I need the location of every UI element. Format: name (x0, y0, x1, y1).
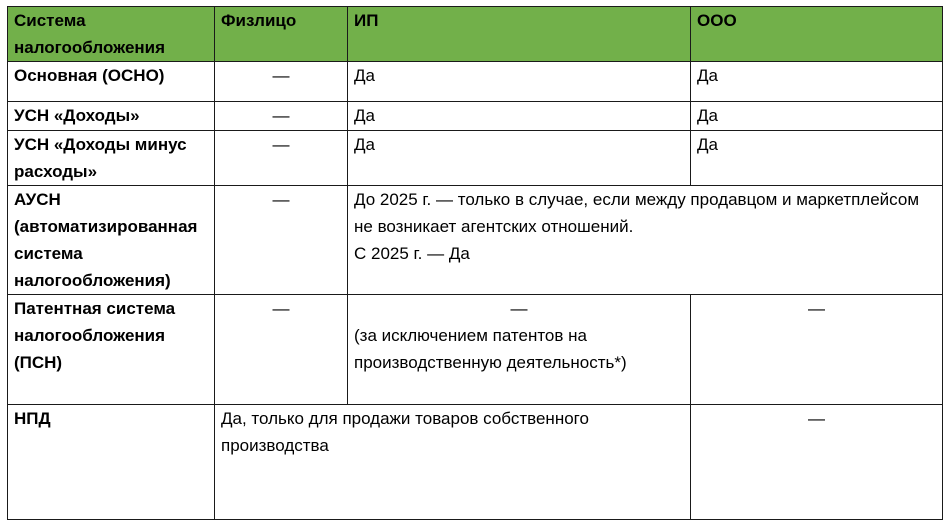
cell-ip: Да (348, 102, 691, 131)
tax-systems-table (7, 6, 943, 520)
table-header-row (8, 7, 943, 62)
table-row (8, 102, 943, 131)
ausn-note-until-2025: До 2025 г. — только в случае, если между продавцом и маркетплейсом не возникает агентских отношений. (354, 190, 920, 236)
cell-ooo: Да (691, 102, 943, 131)
cell-individual-ip-merged: Да, только для продажи товаров собственного производства (215, 405, 691, 520)
cell-ooo: Да (691, 131, 943, 186)
table-row (8, 62, 943, 102)
cell-ip (348, 295, 691, 405)
cell-individual: — (215, 131, 348, 186)
header-ip: ИП (348, 7, 691, 62)
header-ooo: ООО (691, 7, 943, 62)
table-row (8, 405, 943, 520)
cell-ip-ooo-merged (348, 186, 943, 295)
psn-ip-dash: — (510, 299, 528, 318)
psn-ip-note: (за исключением патентов на производственную деятельность*) (354, 326, 627, 372)
cell-ooo: — (691, 295, 943, 405)
cell-ip: Да (348, 62, 691, 102)
cell-individual: — (215, 102, 348, 131)
cell-ip: Да (348, 131, 691, 186)
cell-individual: — (215, 295, 348, 405)
cell-ooo: — (691, 405, 943, 520)
cell-individual: — (215, 186, 348, 295)
row-label-psn: Патентная система налогообложения (ПСН) (8, 295, 215, 405)
table-row (8, 295, 943, 405)
ausn-note-from-2025: С 2025 г. — Да (354, 244, 470, 263)
row-label-ausn: АУСН (автоматизированная система налогообложения) (8, 186, 215, 295)
table-row (8, 131, 943, 186)
cell-ooo: Да (691, 62, 943, 102)
cell-individual: — (215, 62, 348, 102)
header-individual: Физлицо (215, 7, 348, 62)
table-row (8, 186, 943, 295)
row-label-osno: Основная (ОСНО) (8, 62, 215, 102)
row-label-npd: НПД (8, 405, 215, 520)
header-system: Система налогообложения (8, 7, 215, 62)
row-label-usn-income: УСН «Доходы» (8, 102, 215, 131)
row-label-usn-income-minus-expenses: УСН «Доходы минус расходы» (8, 131, 215, 186)
